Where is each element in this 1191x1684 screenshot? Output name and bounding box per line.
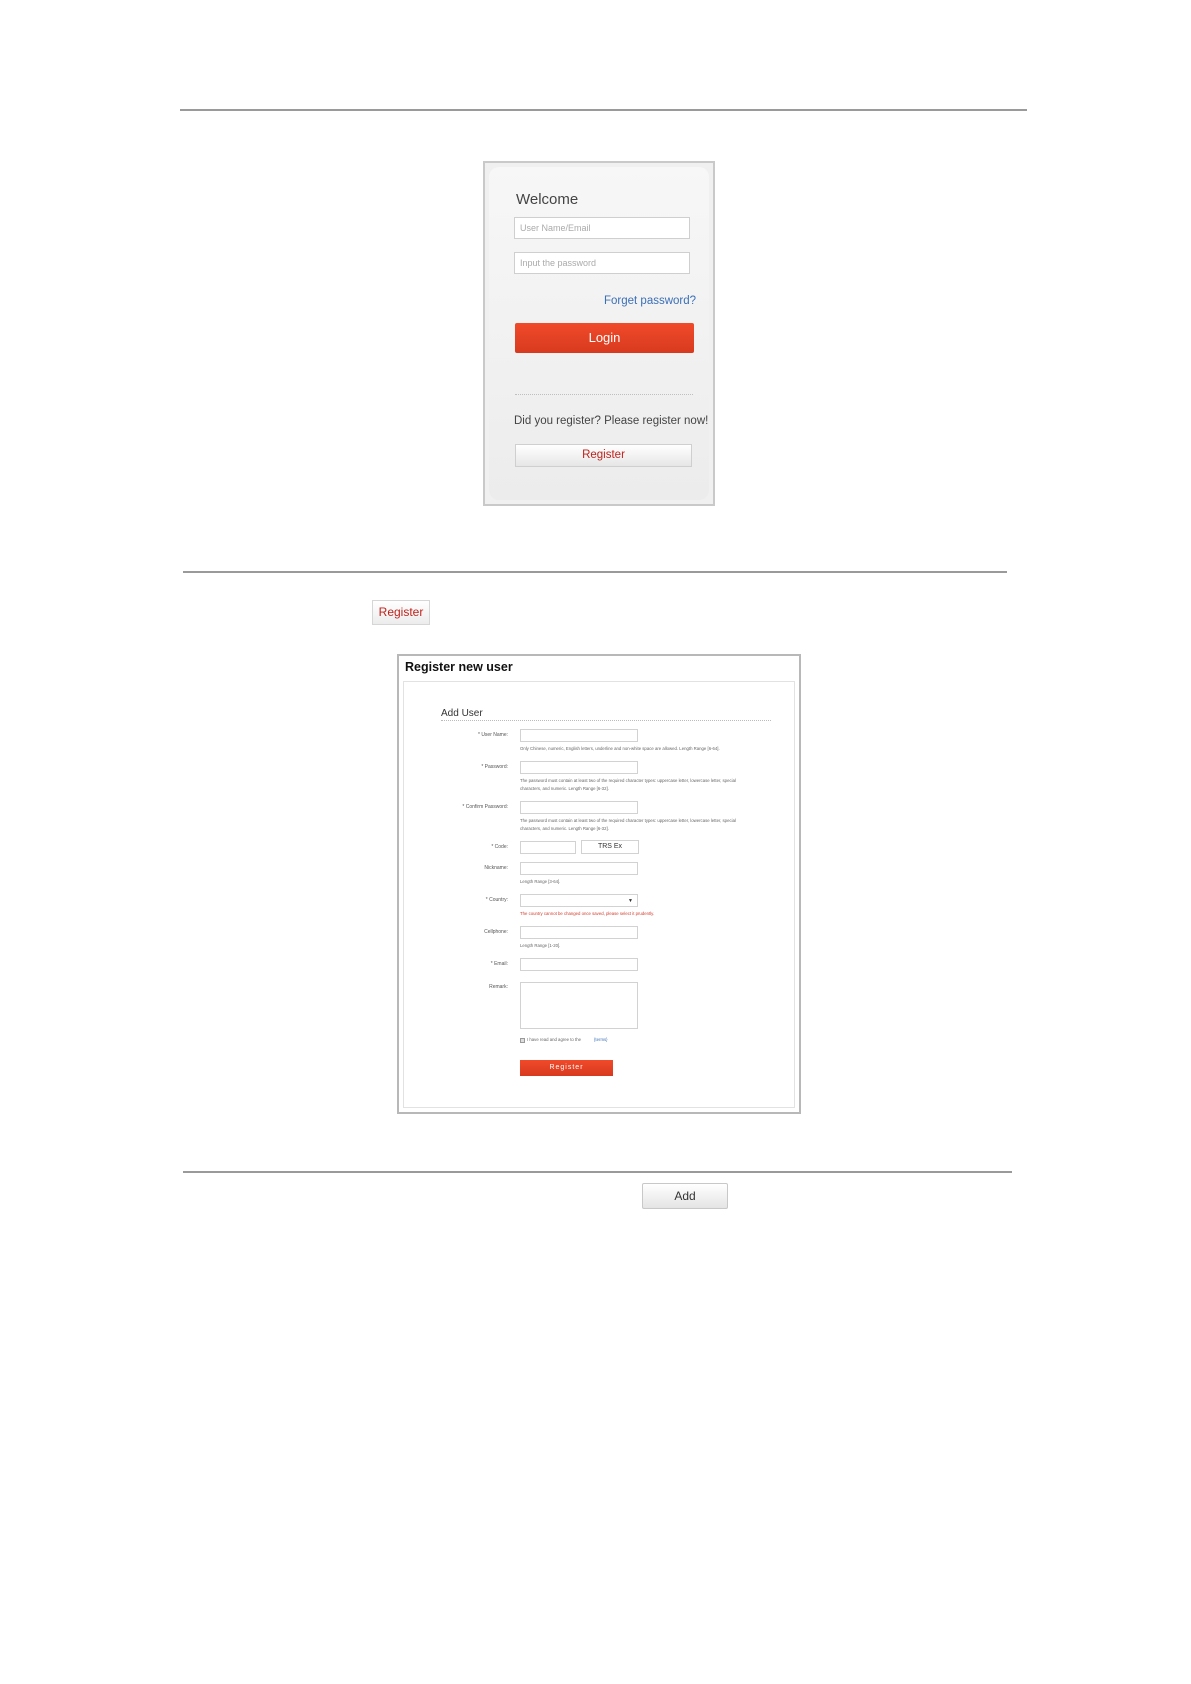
bottom-rule [183, 1171, 1012, 1173]
reg-code-input[interactable] [520, 841, 576, 854]
login-panel [489, 167, 709, 500]
inline-register-button[interactable]: Register [372, 600, 430, 625]
register-title: Register new user [405, 660, 513, 674]
confirm-password-label: * Confirm Password: [462, 804, 508, 810]
remark-label: Remark: [489, 984, 508, 990]
chevron-down-icon: ▼ [628, 898, 633, 904]
login-button[interactable]: Login [515, 323, 694, 353]
login-divider [515, 394, 693, 395]
password-input[interactable]: Input the password [514, 252, 690, 274]
middle-rule [183, 571, 1007, 573]
country-label: * Country: [485, 897, 508, 903]
reg-submit-button[interactable]: Register [520, 1060, 613, 1076]
register-screenshot [397, 654, 801, 1114]
nickname-hint: Length Range [3-64]. [520, 879, 561, 884]
register-prompt: Did you register? Please register now! [514, 415, 709, 427]
agree-checkbox[interactable] [520, 1038, 525, 1043]
top-rule [180, 109, 1027, 111]
password-label: * Password: [481, 764, 508, 770]
country-hint: The country cannot be changed once saved, please select it prudently. [520, 911, 655, 916]
email-label: * Email: [490, 961, 508, 967]
confirm-password-hint: The password must contain at least two of the required character types: uppercase letter, lowercase letter, special characters, and numeric. Length Range [6-32]. [520, 818, 736, 831]
add-button[interactable]: Add [642, 1183, 728, 1209]
username-hint: Only Chinese, numeric, English letters, underline and non-white space are allowed. Length Range [6-64]. [520, 746, 720, 751]
username-input[interactable]: User Name/Email [514, 217, 690, 239]
reg-nickname-input[interactable] [520, 862, 638, 875]
register-button[interactable]: Register [515, 444, 692, 467]
reg-remark-textarea[interactable] [520, 982, 638, 1029]
reg-password-input[interactable] [520, 761, 638, 774]
forget-password-link[interactable]: Forget password? [604, 295, 697, 307]
captcha-image[interactable]: TRS Ex [581, 840, 639, 854]
reg-confirm-password-input[interactable] [520, 801, 638, 814]
username-label: * User Name: [477, 732, 508, 738]
cellphone-label: Cellphone: [484, 929, 508, 935]
terms-link[interactable]: {terms} [594, 1037, 608, 1042]
add-user-rule [441, 720, 771, 721]
agree-text: I have read and agree to the [527, 1037, 581, 1042]
add-user-heading: Add User [441, 708, 483, 719]
reg-country-select[interactable] [520, 894, 638, 907]
cellphone-hint: Length Range [1-20]. [520, 943, 561, 948]
login-screenshot [483, 161, 715, 506]
code-label: * Code: [491, 844, 508, 850]
password-hint: The password must contain at least two of the required character types: uppercase letter, lowercase letter, special characters, and numeric. Length Range [6-32]. [520, 778, 736, 791]
reg-email-input[interactable] [520, 958, 638, 971]
reg-username-input[interactable] [520, 729, 638, 742]
nickname-label: Nickname: [484, 865, 508, 871]
reg-cellphone-input[interactable] [520, 926, 638, 939]
login-title: Welcome [516, 191, 579, 208]
